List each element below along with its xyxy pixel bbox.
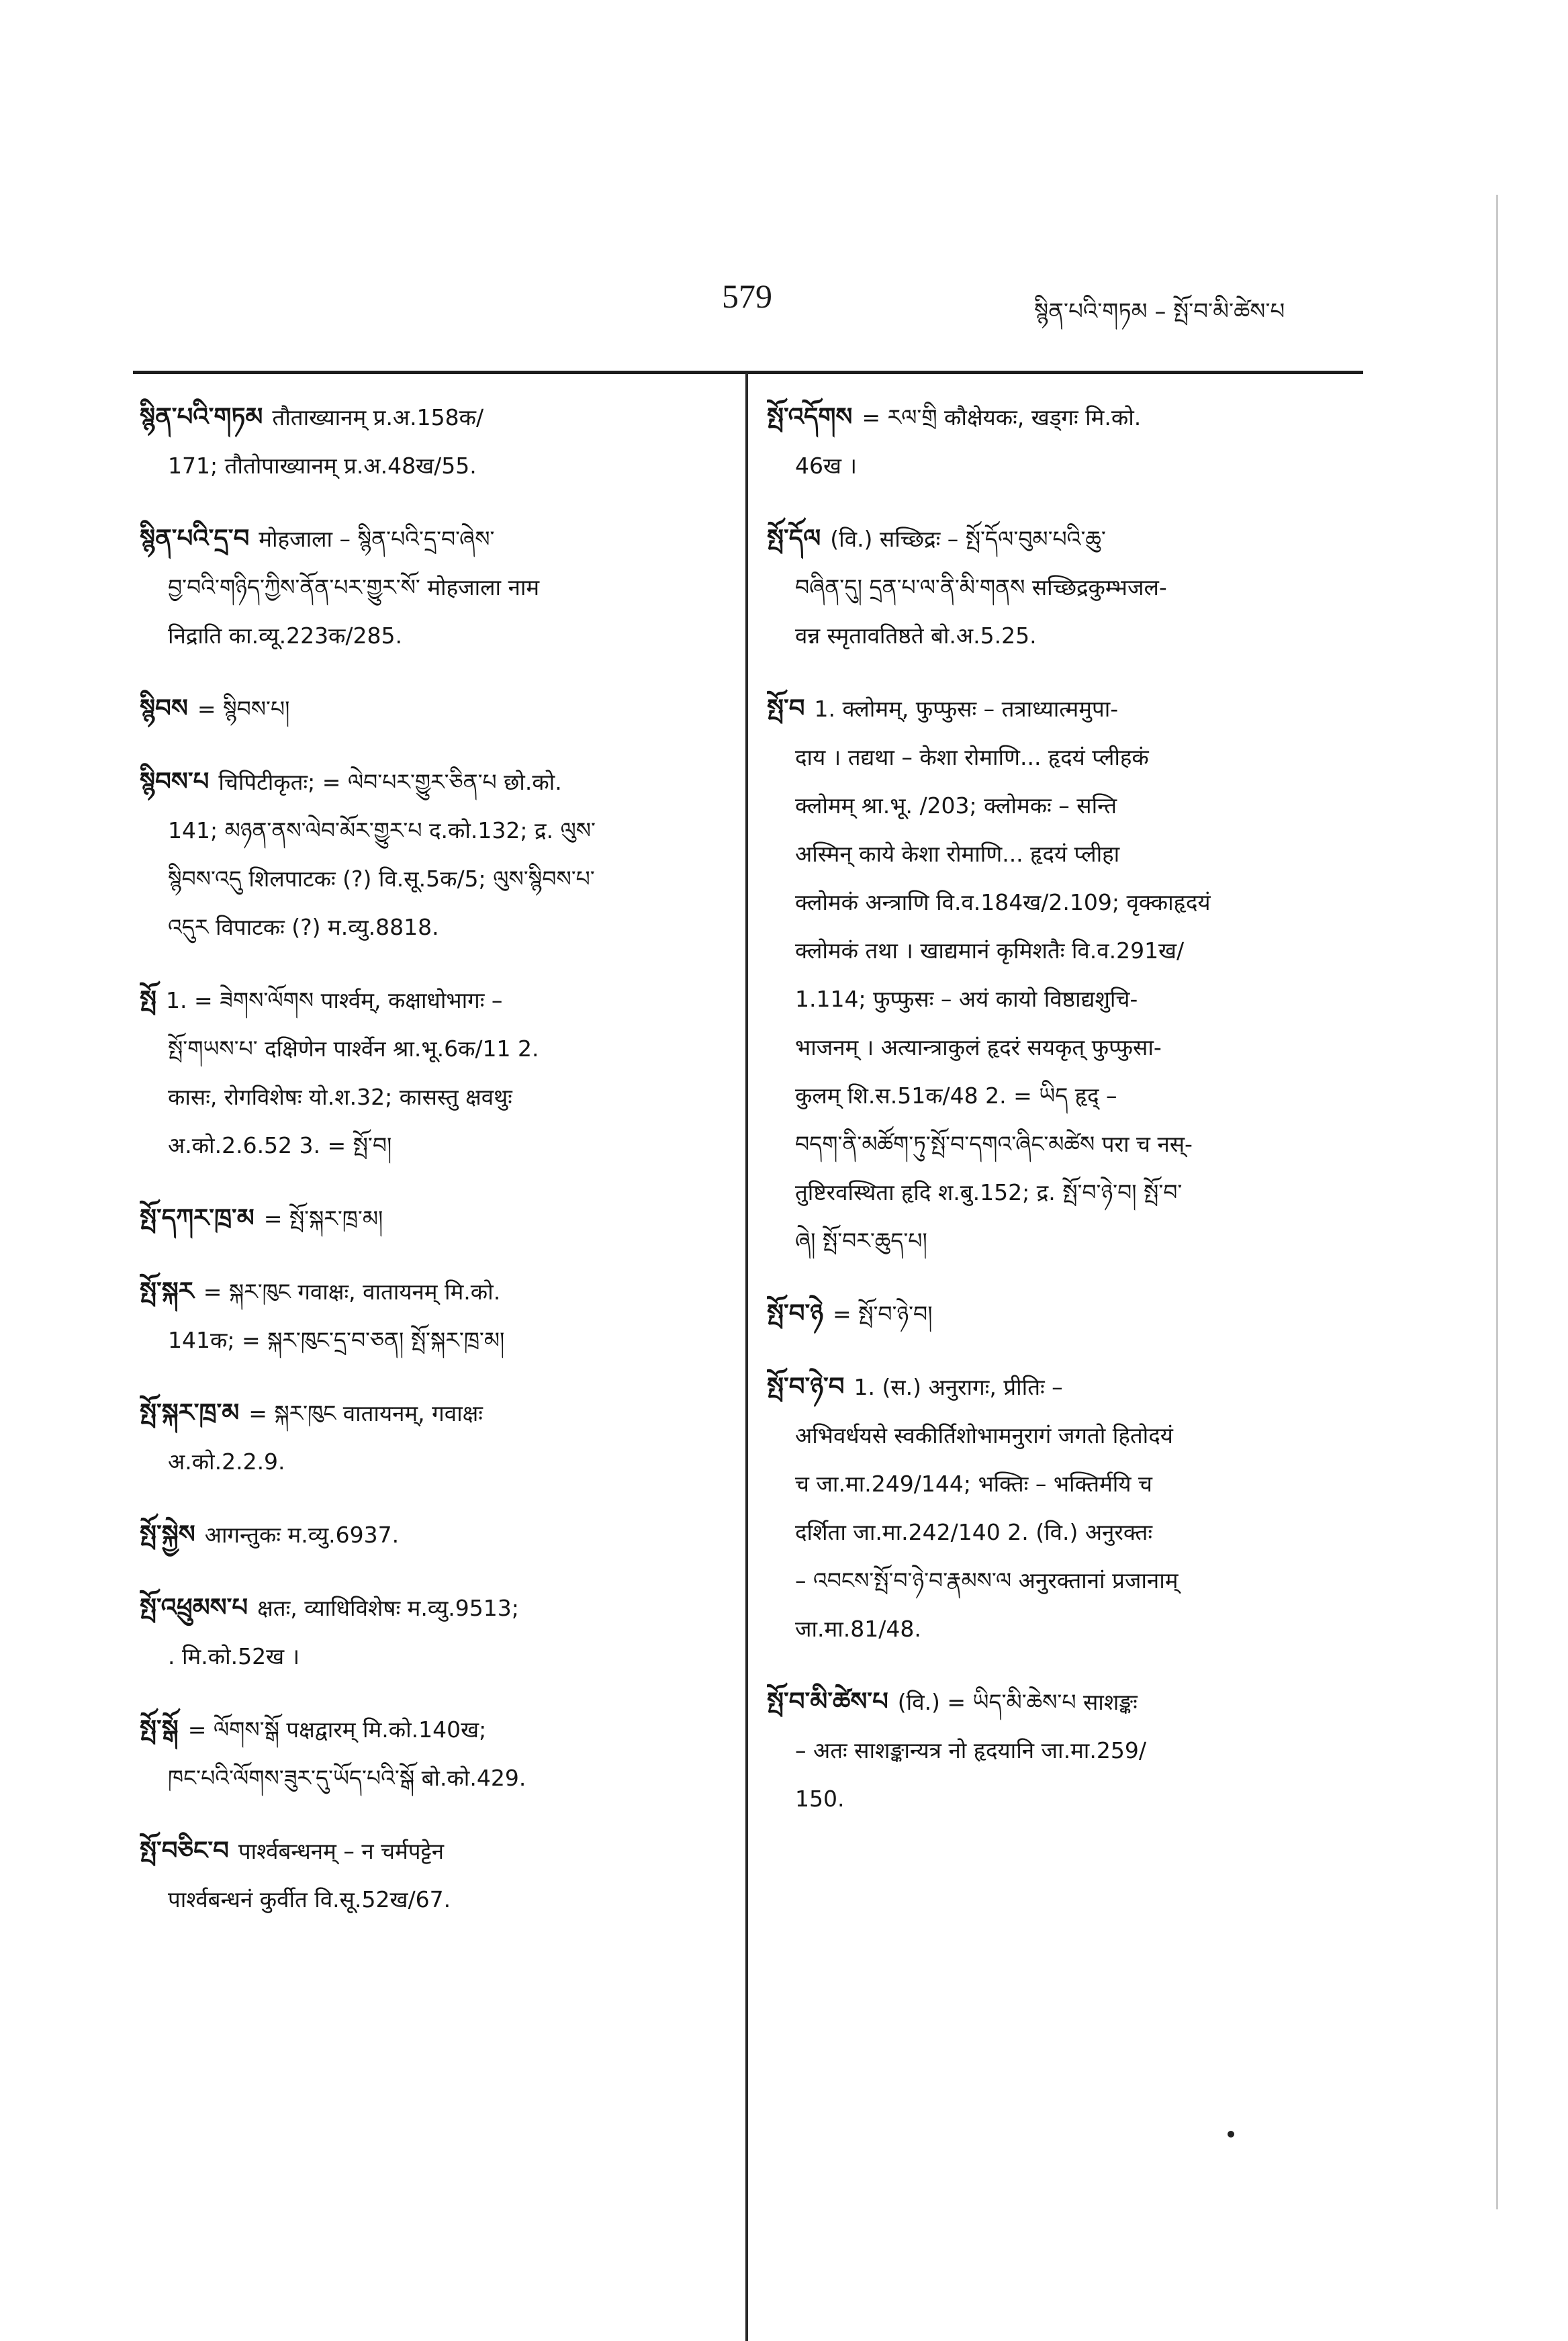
dictionary-entry <box>140 1267 717 1365</box>
entry-line <box>140 1754 717 1802</box>
entry-line <box>140 903 717 952</box>
entry-text: 46ख । <box>795 453 857 479</box>
entry-line <box>767 514 1344 563</box>
entry-headword: སྤོ་དཀར་ཁྲ་མ <box>140 1203 255 1232</box>
entry-text: (वि.) सच्छिद्रः – སྤོ་དོལ་བུམ་པའི་ཆུ་ <box>830 526 1106 552</box>
entry-headword: སྤོ་དོལ <box>767 524 821 553</box>
entry-line <box>140 807 717 855</box>
entry-line <box>767 1460 1344 1508</box>
entry-text: – अतः साशङ्कान्यत्र नो हृदयानि जा.मा.259/ <box>795 1737 1146 1763</box>
entry-text: पार्श्वबन्धनं कुर्वीत वि.सू.52ख/67. <box>168 1886 451 1913</box>
entry-text: वन्न स्मृतावतिष्ठते बो.अ.5.25. <box>795 623 1037 649</box>
dictionary-entry <box>767 514 1344 660</box>
entry-text: अ.को.2.6.52 3. = སྤོ་བ། <box>168 1132 392 1158</box>
entry-line <box>767 830 1344 878</box>
entry-line <box>767 1023 1344 1072</box>
entry-headword: སྤོ་འཕྲུམས་པ <box>140 1593 248 1622</box>
entry-text: भाजनम् । अत्यान्त्राकुलं हृदरं सयकृत् फुप्फुसा- <box>795 1034 1162 1060</box>
entry-text: मोहजाला – སྙིན་པའི་དྲ་བ་ཞེས་ <box>259 526 495 552</box>
entry-line <box>767 563 1344 612</box>
entry-headword: སྙིབས <box>140 694 188 723</box>
entry-headword: སྤོ་འདོགས <box>767 402 853 431</box>
entry-line <box>140 1194 717 1243</box>
entry-text: च जा.मा.249/144; भक्तिः – भक्तिर्मयि च <box>795 1471 1152 1497</box>
entry-headword: སྤོ <box>140 985 156 1014</box>
dictionary-entry <box>140 1194 717 1243</box>
entry-line <box>767 684 1344 733</box>
dictionary-entry <box>140 514 717 660</box>
entry-text: आगन्तुकः म.व्यु.6937. <box>204 1522 400 1548</box>
dictionary-entry <box>140 1827 717 1924</box>
entry-line <box>140 563 717 612</box>
entry-line <box>767 975 1344 1023</box>
entry-text: བྱ་བའི་གཉིད་ཀྱིས་ནོན་པར་གྱུར་སོ་ मोहजाला नाम <box>168 574 540 600</box>
dictionary-entry <box>767 1289 1344 1338</box>
entry-line <box>767 1775 1344 1823</box>
dictionary-entry <box>767 1363 1344 1653</box>
entry-line <box>767 1217 1344 1265</box>
entry-text: जा.मा.81/48. <box>795 1616 921 1642</box>
entry-text: निद्राति का.व्यू.223क/285. <box>168 623 403 649</box>
entry-line <box>767 393 1344 442</box>
entry-text: 1. (स.) अनुरागः, प्रीतिः – <box>854 1374 1063 1400</box>
entry-line <box>767 1168 1344 1217</box>
dictionary-entry <box>140 393 717 490</box>
entry-line <box>140 684 717 733</box>
entry-headword: སྤོ་བ <box>767 694 805 723</box>
entry-line <box>767 927 1344 975</box>
entry-headword: སྤོ་བ་མི་ཚེས་པ <box>767 1687 888 1716</box>
entry-text: दर्शिता जा.मा.242/140 2. (वि.) अनुरक्तः <box>795 1519 1153 1545</box>
entry-text: पार्श्वबन्धनम् – न चर्मपट्टेन <box>238 1838 445 1864</box>
entry-text: = སྤོ་སྐར་ཁྲ་མ། <box>263 1205 383 1232</box>
entry-text: 1. क्लोमम्, फुप्फुसः – तत्राध्यात्ममुपा- <box>814 696 1119 722</box>
entry-headword: སྙིབས་པ <box>140 767 210 796</box>
dictionary-entry <box>140 1583 717 1681</box>
entry-line <box>140 1389 717 1438</box>
entry-line <box>767 1072 1344 1120</box>
entry-text: སྤོ་གཡས་པ་ दक्षिणेन पार्श्वेन श्रा.भू.6क/11 2. <box>168 1036 539 1062</box>
dictionary-entry <box>140 1705 717 1802</box>
entry-text: अस्मिन् काये केशा रोमाणि... हृदयं प्लीहा <box>795 841 1120 867</box>
entry-text: བཞིན་དུ། དྲན་པ་ལ་ནི་མི་གནས सच्छिद्रकुम्भजल- <box>795 574 1167 600</box>
entry-line <box>140 1267 717 1316</box>
entry-line <box>140 1025 717 1073</box>
dictionary-entry <box>140 1510 717 1559</box>
dictionary-entry <box>140 684 717 733</box>
entry-line <box>140 1073 717 1121</box>
entry-line <box>140 976 717 1025</box>
entry-headword: སྤོ་སྐར་ཁྲ་མ <box>140 1398 240 1427</box>
entry-text: तौताख्यानम् प्र.अ.158क/ <box>272 404 484 430</box>
page-number: 579 <box>722 277 772 315</box>
entry-line <box>767 878 1344 927</box>
dictionary-entry <box>140 1389 717 1486</box>
entry-line <box>140 514 717 563</box>
entry-headword: སྙིན་པའི་གཏམ <box>140 402 263 431</box>
entry-line <box>140 1827 717 1876</box>
entry-text: (वि.) = ཡིད་མི་ཆེས་པ साशङ्कः <box>897 1689 1138 1715</box>
entry-text: 141; མཉན་ནས་ལེབ་མོར་གྱུར་པ द.को.132; द्र. ལུས་ <box>168 817 596 843</box>
entry-headword: སྤོ་བ་ཉེ <box>767 1299 824 1328</box>
left-column <box>140 393 717 1948</box>
entry-line <box>140 393 717 442</box>
entry-line <box>767 1412 1344 1460</box>
entry-line <box>140 1316 717 1365</box>
entry-text: कासः, रोगविशेषः यो.श.32; कासस्तु क्षवथुः <box>168 1084 512 1110</box>
entry-line <box>767 442 1344 490</box>
right-column <box>767 393 1344 1847</box>
dictionary-entry <box>767 393 1344 490</box>
entry-line <box>140 1633 717 1681</box>
entry-text: འདུར विपाटकः (?) म.व्यु.8818. <box>168 914 439 940</box>
entry-headword: སྤོ་སྐྱེས <box>140 1520 195 1549</box>
entry-text: – འབངས་སྤོ་བ་ཉེ་བ་རྣམས་ལ अनुरक्तानां प्रजानाम् <box>795 1567 1179 1594</box>
dictionary-entry <box>140 976 717 1170</box>
entry-line <box>140 1876 717 1924</box>
column-divider <box>745 373 748 2341</box>
entry-line <box>140 758 717 807</box>
page-edge-line <box>1496 195 1498 2209</box>
dictionary-entry <box>767 1678 1344 1823</box>
entry-line <box>767 1605 1344 1653</box>
entry-text: 171; तौतोपाख्यानम् प्र.अ.48ख/55. <box>168 453 477 479</box>
header-rule <box>133 371 1363 374</box>
entry-line <box>767 733 1344 782</box>
entry-line <box>140 1438 717 1486</box>
entry-text: . मि.को.52ख । <box>168 1643 300 1669</box>
entry-headword: སྤོ་བཅིང་བ <box>140 1836 229 1865</box>
entry-text: चिपिटीकृतः; = ལེབ་པར་གྱུར་ཅིན་པ छो.को. <box>218 769 562 795</box>
entry-text: 1.114; फुप्फुसः – अयं कायो विष्ठाद्यशुचि- <box>795 986 1138 1012</box>
dictionary-entry <box>767 684 1344 1265</box>
entry-text: क्षतः, व्याधिविशेषः म.व्यु.9513; <box>257 1595 519 1621</box>
entry-headword: སྤོ་སྒོ <box>140 1714 179 1743</box>
running-head: སྙིན་པའི་གཏམ – སྤོ་བ་མི་ཚེས་པ <box>1034 298 1285 325</box>
entry-text: = སྙིབས་པ། <box>197 696 290 722</box>
entry-text: 141क; = སྐར་ཁུང་དྲ་བ་ཅན། སྤོ་སྐར་ཁྲ་མ། <box>168 1327 505 1353</box>
entry-text: कुलम् शि.स.51क/48 2. = ཡིད हृद् – <box>795 1083 1117 1109</box>
entry-text: क्लोमम् श्रा.भू. /203; क्लोमकः – सन्ति <box>795 792 1117 819</box>
entry-text: दाय । तद्यथा – केशा रोमाणि... हृदयं प्लीहकं <box>795 744 1149 770</box>
entry-text: སྙིབས་འདུ शिलपाटकः (?) वि.सू.5क/5; ལུས་སྙིབས་པ་ <box>168 866 595 892</box>
entry-line <box>140 442 717 490</box>
entry-line <box>767 1508 1344 1557</box>
entry-line <box>767 1289 1344 1338</box>
entry-line <box>767 1120 1344 1168</box>
entry-text: तुष्टिरवस्थिता हृदि श.बु.152; द्र. སྤོ་བ་ཉེ་བ། སྤོ་བ་ <box>795 1179 1183 1205</box>
entry-text: क्लोमकं तथा । खाद्यमानं कृमिशतैः वि.व.291ख/ <box>795 937 1185 964</box>
entry-line <box>140 1705 717 1754</box>
entry-line <box>767 1363 1344 1412</box>
entry-text: = རལ་གྲི कौक्षेयकः, खड्गः मि.को. <box>862 404 1142 430</box>
entry-headword: སྤོ་བ་ཉེ་བ <box>767 1372 845 1401</box>
entry-text: 1. = ཟེགས་ལོགས पार्श्वम्, कक्षाधोभागः – <box>165 987 503 1013</box>
entry-text: 150. <box>795 1786 845 1812</box>
entry-text: = སྐར་ཁུང गवाक्षः, वातायनम् मि.को. <box>203 1279 501 1305</box>
entry-text: ཁང་པའི་ལོགས་ཟུར་དུ་ཡོད་པའི་སྒོ बो.को.429. <box>168 1765 526 1791</box>
entry-text: = སྤོ་བ་ཉེ་བ། <box>833 1301 933 1327</box>
entry-line <box>140 1121 717 1170</box>
entry-text: अभिवर्धयसे स्वकीर्तिशोभामनुरागं जगतो हितोदयं <box>795 1422 1173 1449</box>
entry-headword: སྙིན་པའི་དྲ་བ <box>140 524 250 553</box>
entry-line <box>767 612 1344 660</box>
entry-line <box>140 1510 717 1559</box>
entry-text: བདག་ནི་མཚོག་ཏུ་སྤོ་བ་དགའ་ཞིང་མཚེས परा च नस्- <box>795 1131 1193 1157</box>
entry-line <box>767 1678 1344 1727</box>
entry-line <box>767 782 1344 830</box>
entry-line <box>767 1727 1344 1775</box>
page-mark <box>1228 2131 1234 2138</box>
dictionary-entry <box>140 758 717 952</box>
entry-text: क्लोमकं अन्त्राणि वि.व.184ख/2.109; वृक्काहृदयं <box>795 889 1211 915</box>
entry-line <box>140 855 717 903</box>
entry-text: = སྐར་ཁུང वातायनम्, गवाक्षः <box>248 1400 483 1426</box>
entry-text: = ལོགས་སྒོ पक्षद्वारम् मि.को.140ख; <box>187 1716 487 1743</box>
entry-line <box>140 612 717 660</box>
entry-text: अ.को.2.2.9. <box>168 1449 285 1475</box>
entry-text: ཞེ། སྤོ་བར་ཆུད་པ། <box>795 1228 927 1254</box>
entry-headword: སྤོ་སྐར <box>140 1277 194 1305</box>
entry-line <box>140 1583 717 1633</box>
entry-line <box>767 1557 1344 1605</box>
